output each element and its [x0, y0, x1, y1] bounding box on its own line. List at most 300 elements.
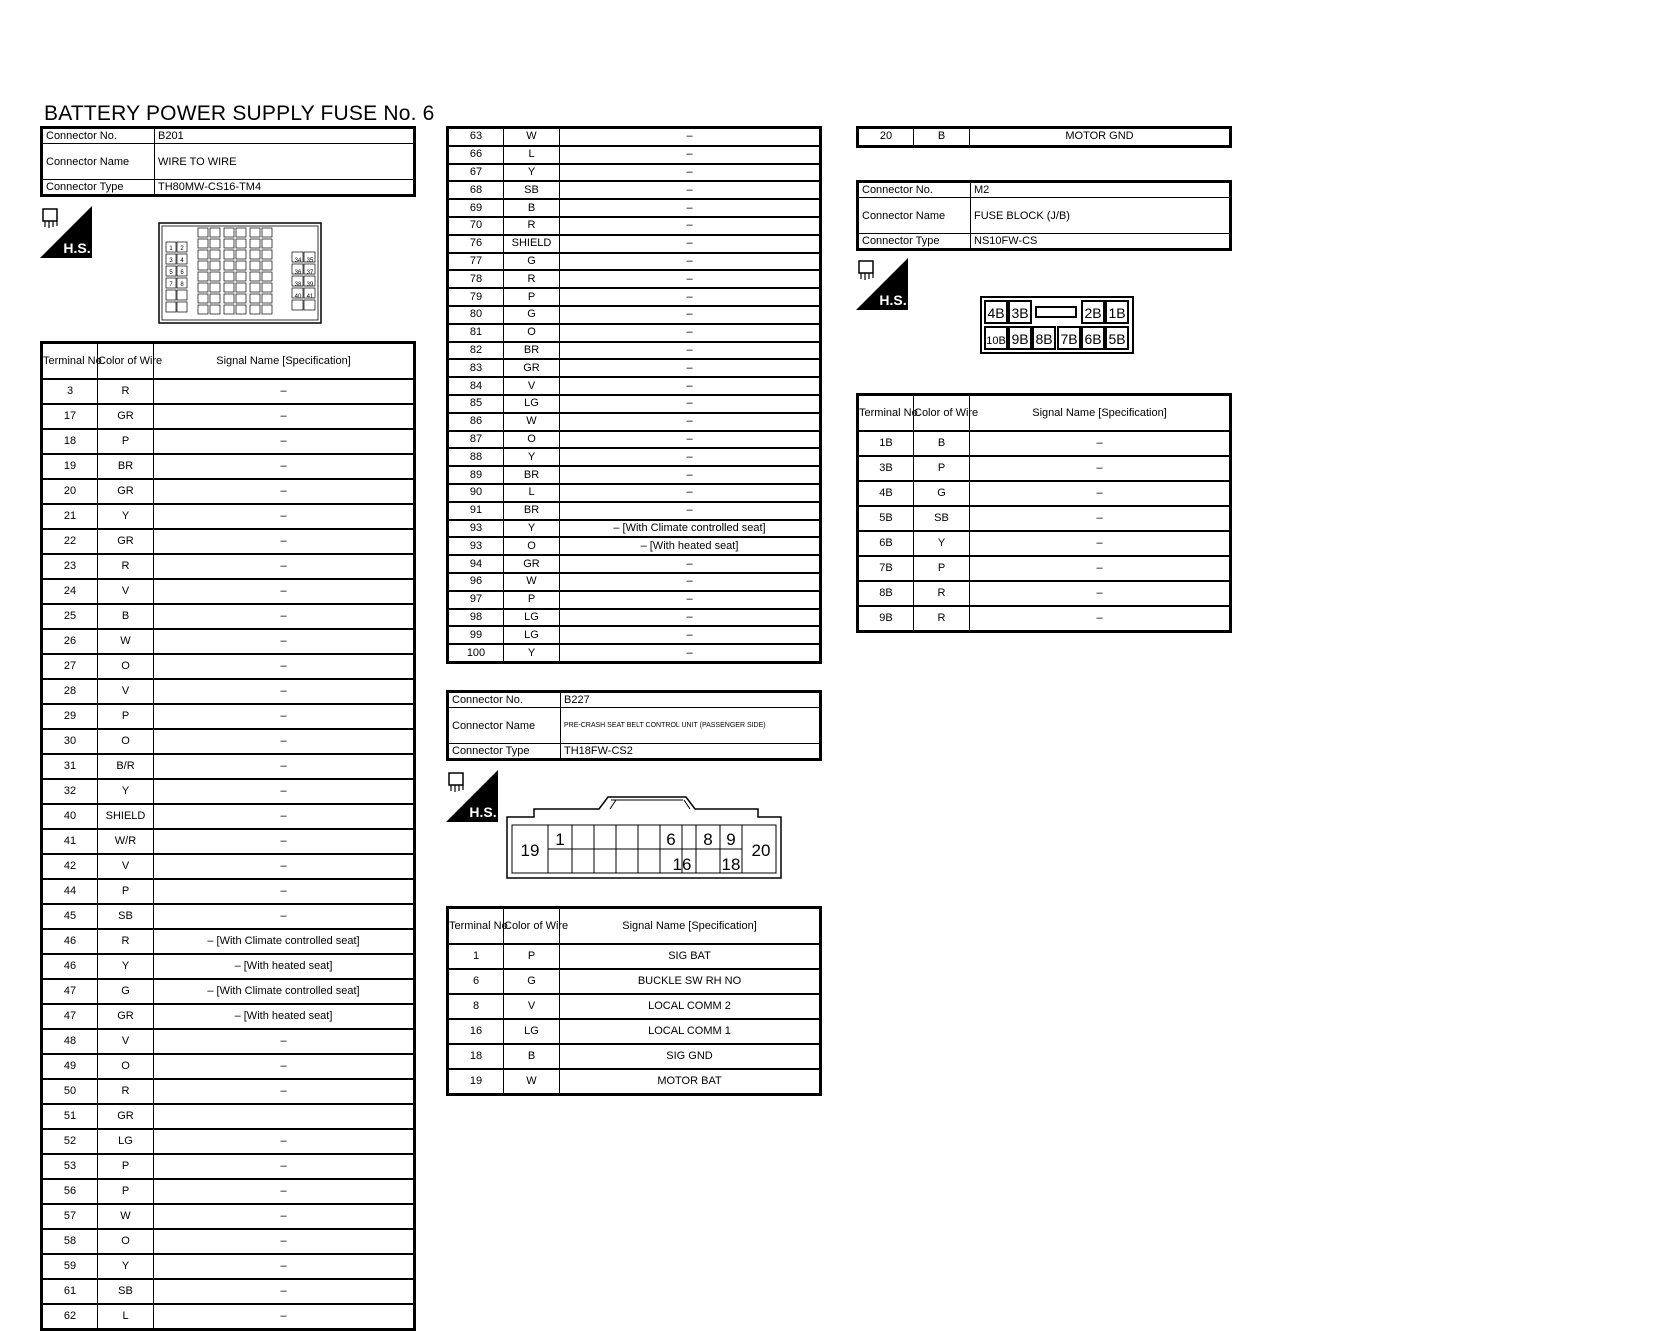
b227-connector-name: PRE-CRASH SEAT BELT CONTROL UNIT (PASSENGER SIDE): [561, 708, 821, 744]
wire-color-cell: GR: [504, 359, 560, 377]
table-row: [448, 626, 821, 644]
pin-cavity: [210, 272, 220, 281]
terminal-no-cell: 56: [42, 1179, 98, 1204]
m2-connector-no: M2: [971, 182, 1231, 198]
terminal-no-cell: 86: [448, 413, 504, 431]
wire-color-cell: R: [98, 554, 154, 579]
terminal-no-cell: 46: [42, 929, 98, 954]
signal-name-cell: –: [154, 404, 415, 429]
signal-name-cell: –: [560, 342, 821, 360]
wire-color-cell: R: [504, 270, 560, 288]
table-row: [448, 484, 821, 502]
connector-no-label: Connector No.: [448, 692, 561, 708]
pin-label: 7: [169, 282, 173, 288]
table-row: [448, 253, 821, 271]
terminal-no-cell: 19: [42, 454, 98, 479]
pin-label: 34: [294, 258, 302, 264]
pin-cavity: [210, 283, 220, 292]
pin-cavity: [262, 305, 272, 314]
wire-color-cell: Y: [504, 520, 560, 538]
pin-label: 36: [294, 270, 302, 276]
pin-cavity: [250, 272, 260, 281]
signal-name-cell: –: [970, 456, 1231, 481]
hs-label: H.S.: [469, 804, 497, 820]
terminal-no-cell: 61: [42, 1279, 98, 1304]
pin-cavity: [198, 272, 208, 281]
terminal-no-cell: 84: [448, 377, 504, 395]
table-row: [448, 1069, 821, 1095]
wire-color-cell: R: [98, 1079, 154, 1104]
wire-color-cell: Y: [98, 1254, 154, 1279]
terminal-no-cell: 50: [42, 1079, 98, 1104]
connector-name-label: Connector Name: [448, 708, 561, 744]
table-row: [448, 1019, 821, 1044]
wire-color-cell: B: [504, 199, 560, 217]
pin-cavity: [198, 261, 208, 270]
m2-connector-type: NS10FW-CS: [971, 234, 1231, 250]
table-row: [448, 520, 821, 538]
wire-color-cell: GR: [98, 1004, 154, 1029]
pin-cavity: [250, 228, 260, 237]
signal-name-cell: –: [560, 377, 821, 395]
signal-name-cell: –: [560, 448, 821, 466]
m2-connector-diagram: [980, 296, 1134, 354]
connector-name-label: Connector Name: [858, 198, 971, 234]
signal-name-cell: –: [560, 626, 821, 644]
table-row: [42, 1079, 415, 1104]
wire-color-cell: R: [914, 606, 970, 632]
wire-color-cell: W: [98, 629, 154, 654]
wire-color-cell: V: [98, 679, 154, 704]
signal-name-cell: –: [154, 1154, 415, 1179]
signal-name-cell: SIG BAT: [560, 944, 821, 969]
terminal-no-cell: 29: [42, 704, 98, 729]
terminal-no-cell: 63: [448, 128, 504, 146]
terminal-no-cell: 99: [448, 626, 504, 644]
terminal-no-cell: 8: [448, 994, 504, 1019]
wire-color-cell: L: [504, 484, 560, 502]
wire-color-cell: W: [504, 573, 560, 591]
wire-color-cell: P: [98, 879, 154, 904]
terminal-no-cell: 87: [448, 431, 504, 449]
wire-color-cell: R: [914, 581, 970, 606]
table-row: [42, 454, 415, 479]
signal-name-cell: –: [560, 466, 821, 484]
table-row: [448, 128, 821, 146]
table-row: [42, 829, 415, 854]
terminal-no-cell: 46: [42, 954, 98, 979]
pin-cavity: [236, 239, 246, 248]
signal-name-cell: –: [560, 146, 821, 164]
hs-badge-icon: [40, 206, 92, 258]
wire-color-cell: BR: [504, 466, 560, 484]
connector-type-label: Connector Type: [858, 234, 971, 250]
terminal-no-cell: 28: [42, 679, 98, 704]
wire-color-cell: O: [504, 324, 560, 342]
signal-name-cell: –: [154, 629, 415, 654]
pin-label: 18: [721, 855, 741, 874]
pin-cavity: [304, 300, 315, 310]
table-row: [448, 181, 821, 199]
wire-color-cell: B: [504, 1044, 560, 1069]
signal-name-cell: –: [560, 395, 821, 413]
pin-label: 37: [306, 270, 314, 276]
wire-color-cell: BR: [504, 342, 560, 360]
table-row: [42, 1304, 415, 1330]
terminal-no-cell: 90: [448, 484, 504, 502]
terminal-no-cell: 20: [42, 479, 98, 504]
pin-cavity: [224, 294, 234, 303]
wire-color-cell: V: [98, 854, 154, 879]
table-row: [42, 579, 415, 604]
signal-name-cell: –: [560, 591, 821, 609]
wire-color-cell: B: [914, 128, 970, 147]
terminal-no-cell: 6: [448, 969, 504, 994]
pin-label: 16: [672, 855, 692, 874]
signal-name-cell: –: [154, 854, 415, 879]
pin-cavity: [198, 294, 208, 303]
table-row: [42, 1279, 415, 1304]
terminal-no-cell: 1B: [858, 431, 914, 456]
signal-name-cell: MOTOR BAT: [560, 1069, 821, 1095]
wire-color-cell: R: [98, 929, 154, 954]
terminal-no-cell: 93: [448, 520, 504, 538]
pin-cavity: [177, 302, 187, 312]
terminal-no-cell: 93: [448, 537, 504, 555]
terminal-no-cell: 82: [448, 342, 504, 360]
signal-name-cell: –: [154, 579, 415, 604]
wire-color-cell: P: [914, 456, 970, 481]
wire-color-cell: Y: [504, 448, 560, 466]
signal-name-cell: –: [154, 504, 415, 529]
wire-color-cell: L: [98, 1304, 154, 1330]
table-row: [448, 994, 821, 1019]
table-row: [448, 306, 821, 324]
pin-cavity: [262, 228, 272, 237]
signal-name-cell: –: [154, 654, 415, 679]
pin-cavity: [177, 290, 187, 300]
table-row: [448, 431, 821, 449]
wire-color-cell: V: [98, 1029, 154, 1054]
pin-label: 10B: [986, 335, 1006, 347]
pin-cavity: [224, 228, 234, 237]
table-row: [42, 1204, 415, 1229]
pin-label: 9B: [1011, 331, 1029, 347]
terminal-no-cell: 24: [42, 579, 98, 604]
table-row: [42, 529, 415, 554]
table-row: [42, 1229, 415, 1254]
table-row: [448, 324, 821, 342]
b201-info-table: [40, 126, 416, 197]
signal-name-cell: –: [560, 270, 821, 288]
wire-color-cell: Y: [504, 644, 560, 662]
b201-connector-name: WIRE TO WIRE: [155, 144, 415, 180]
wire-color-cell: B: [98, 604, 154, 629]
signal-name-cell: –: [154, 1079, 415, 1104]
wire-color-cell: LG: [504, 609, 560, 627]
signal-name-cell: – [With Climate controlled seat]: [154, 929, 415, 954]
pin-cavity: [262, 283, 272, 292]
pin-cavity: [236, 261, 246, 270]
signal-name-cell: –: [560, 128, 821, 146]
wire-color-cell: W/R: [98, 829, 154, 854]
table-row: [448, 969, 821, 994]
wire-color-cell: Y: [914, 531, 970, 556]
terminal-no-cell: 79: [448, 288, 504, 306]
table-row: [42, 479, 415, 504]
b201-connector-no: B201: [155, 128, 415, 144]
signal-name-cell: –: [154, 779, 415, 804]
wire-color-cell: SHIELD: [504, 235, 560, 253]
table-row: [448, 555, 821, 573]
pin-label: 35: [306, 258, 314, 264]
table-row: [42, 754, 415, 779]
signal-name-cell: – [With Climate controlled seat]: [154, 979, 415, 1004]
wire-color-cell: SB: [98, 904, 154, 929]
table-row: [448, 270, 821, 288]
pin-label: 3: [169, 258, 173, 264]
pin-label: 8: [703, 830, 713, 849]
table-row: [42, 1054, 415, 1079]
wire-color-cell: G: [504, 969, 560, 994]
pin-label: 39: [306, 282, 314, 288]
terminal-no-cell: 66: [448, 146, 504, 164]
signal-name-cell: –: [560, 555, 821, 573]
wire-color-cell: GR: [98, 479, 154, 504]
pin-cavity: [250, 294, 260, 303]
wire-color-cell: P: [98, 1179, 154, 1204]
terminal-no-cell: 7B: [858, 556, 914, 581]
table-row: [448, 395, 821, 413]
pin-cavity: [210, 250, 220, 259]
hs-label: H.S.: [63, 240, 91, 256]
pin-cavity: [210, 305, 220, 314]
signal-name-cell: –: [154, 729, 415, 754]
table-row: [448, 217, 821, 235]
wire-color-cell: G: [914, 481, 970, 506]
pin-cavity: [236, 272, 246, 281]
terminal-no-cell: 89: [448, 466, 504, 484]
signal-name-cell: –: [970, 481, 1231, 506]
b201-connector-diagram: [158, 222, 322, 324]
pin-cavity: [166, 290, 176, 300]
color-of-wire-header: Color of Wire: [914, 395, 970, 432]
wire-color-cell: SHIELD: [98, 804, 154, 829]
pin-cavity: [210, 261, 220, 270]
wire-color-cell: B: [914, 431, 970, 456]
signal-name-cell: MOTOR GND: [970, 128, 1231, 147]
signal-name-cell: –: [154, 429, 415, 454]
table-row: [42, 954, 415, 979]
connector-name-label: Connector Name: [42, 144, 155, 180]
signal-name-cell: –: [154, 1204, 415, 1229]
table-row: [42, 1104, 415, 1129]
signal-name-cell: –: [154, 829, 415, 854]
wire-color-cell: W: [504, 1069, 560, 1095]
wire-color-cell: B/R: [98, 754, 154, 779]
table-row: [42, 554, 415, 579]
signal-name-cell: –: [154, 879, 415, 904]
table-row: [858, 506, 1231, 531]
wire-color-cell: G: [504, 253, 560, 271]
pin-label: 2B: [1084, 305, 1102, 321]
terminal-no-cell: 40: [42, 804, 98, 829]
wire-color-cell: O: [98, 654, 154, 679]
terminal-no-cell: 80: [448, 306, 504, 324]
table-row: [858, 556, 1231, 581]
terminal-no-cell: 5B: [858, 506, 914, 531]
pin-cavity: [236, 283, 246, 292]
pin-label: 40: [294, 294, 302, 300]
pin-label: 4B: [987, 305, 1005, 321]
pin-label: 7B: [1060, 331, 1078, 347]
pin-cavity: [224, 261, 234, 270]
wire-color-cell: GR: [98, 404, 154, 429]
wire-color-cell: O: [98, 729, 154, 754]
table-row: [858, 431, 1231, 456]
terminal-no-cell: 19: [448, 1069, 504, 1095]
signal-name-cell: –: [560, 324, 821, 342]
b227-connector-no: B227: [561, 692, 821, 708]
wire-color-cell: V: [504, 994, 560, 1019]
table-row: [42, 654, 415, 679]
signal-name-cell: LOCAL COMM 2: [560, 994, 821, 1019]
signal-name-cell: LOCAL COMM 1: [560, 1019, 821, 1044]
pin-cavity: [224, 283, 234, 292]
signal-name-cell: – [With heated seat]: [560, 537, 821, 555]
signal-name-cell: –: [970, 531, 1231, 556]
signal-name-header: Signal Name [Specification]: [154, 343, 415, 380]
pin-label: 3B: [1011, 305, 1029, 321]
terminal-no-cell: 57: [42, 1204, 98, 1229]
terminal-no-cell: 21: [42, 504, 98, 529]
table-row: [858, 456, 1231, 481]
signal-name-cell: –: [560, 217, 821, 235]
pin-label: 1: [169, 246, 173, 252]
wire-color-cell: W: [504, 413, 560, 431]
terminal-no-cell: 53: [42, 1154, 98, 1179]
table-row: [448, 342, 821, 360]
pin-cavity: [166, 302, 176, 312]
pin-label: 5: [169, 270, 173, 276]
pin-label: 38: [294, 282, 302, 288]
pin-cavity: [224, 239, 234, 248]
terminal-no-cell: 42: [42, 854, 98, 879]
signal-name-cell: [154, 1104, 415, 1129]
wire-color-cell: P: [914, 556, 970, 581]
terminal-no-cell: 16: [448, 1019, 504, 1044]
connector-type-label: Connector Type: [448, 744, 561, 760]
terminal-no-cell: 48: [42, 1029, 98, 1054]
wire-color-cell: G: [504, 306, 560, 324]
terminal-no-cell: 26: [42, 629, 98, 654]
signal-name-header: Signal Name [Specification]: [970, 395, 1231, 432]
terminal-no-cell: 49: [42, 1054, 98, 1079]
terminal-no-cell: 8B: [858, 581, 914, 606]
signal-name-cell: –: [970, 581, 1231, 606]
wire-color-cell: O: [98, 1229, 154, 1254]
terminal-no-cell: 6B: [858, 531, 914, 556]
signal-name-cell: –: [560, 164, 821, 182]
pin-cavity: [236, 294, 246, 303]
pin-cavity: [224, 250, 234, 259]
terminal-no-cell: 51: [42, 1104, 98, 1129]
pin-label: 6: [666, 830, 676, 849]
terminal-no-cell: 18: [448, 1044, 504, 1069]
wire-color-cell: P: [504, 288, 560, 306]
color-of-wire-header: Color of Wire: [98, 343, 154, 380]
pin-label: 2: [180, 246, 184, 252]
signal-name-cell: –: [154, 754, 415, 779]
terminal-no-cell: 32: [42, 779, 98, 804]
wire-color-cell: P: [98, 1154, 154, 1179]
b201-connector-type: TH80MW-CS16-TM4: [155, 180, 415, 196]
table-row: [42, 1004, 415, 1029]
terminal-no-cell: 47: [42, 979, 98, 1004]
terminal-no-cell: 85: [448, 395, 504, 413]
table-row: [858, 481, 1231, 506]
signal-name-cell: –: [154, 379, 415, 404]
table-row: [448, 591, 821, 609]
b227-connector-diagram: [506, 795, 782, 879]
signal-name-cell: –: [154, 604, 415, 629]
terminal-no-cell: 1: [448, 944, 504, 969]
wire-color-cell: GR: [98, 529, 154, 554]
pin-cavity: [236, 228, 246, 237]
signal-name-cell: –: [154, 554, 415, 579]
table-row: [42, 804, 415, 829]
terminal-no-cell: 52: [42, 1129, 98, 1154]
wire-color-cell: LG: [98, 1129, 154, 1154]
b227-info-table: [446, 690, 822, 761]
wire-color-cell: P: [98, 429, 154, 454]
table-row: [448, 466, 821, 484]
color-of-wire-header: Color of Wire: [504, 908, 560, 945]
signal-name-cell: SIG GND: [560, 1044, 821, 1069]
pin-label: 41: [306, 294, 314, 300]
terminal-no-cell: 81: [448, 324, 504, 342]
terminal-no-cell: 77: [448, 253, 504, 271]
signal-name-cell: –: [560, 484, 821, 502]
terminal-no-cell: 68: [448, 181, 504, 199]
pin-cavity: [262, 272, 272, 281]
pin-label: 8B: [1035, 331, 1053, 347]
table-row: [42, 404, 415, 429]
signal-name-cell: –: [154, 1279, 415, 1304]
signal-name-cell: –: [154, 479, 415, 504]
table-row: [42, 679, 415, 704]
signal-name-cell: –: [970, 606, 1231, 632]
table-row: [448, 537, 821, 555]
table-row: [42, 854, 415, 879]
pin-label: 5B: [1108, 331, 1126, 347]
table-row: [42, 379, 415, 404]
wire-color-cell: O: [504, 537, 560, 555]
pin-cavity: [236, 250, 246, 259]
terminal-no-cell: 44: [42, 879, 98, 904]
wire-color-cell: SB: [914, 506, 970, 531]
b201-terminal-table: [40, 341, 416, 1331]
pin-cavity: [250, 239, 260, 248]
pin-cavity: [236, 305, 246, 314]
terminal-no-cell: 96: [448, 573, 504, 591]
table-row: [448, 146, 821, 164]
table-row: [448, 502, 821, 520]
connector-no-label: Connector No.: [42, 128, 155, 144]
signal-name-cell: –: [560, 431, 821, 449]
signal-name-cell: –: [154, 1229, 415, 1254]
signal-name-cell: –: [154, 1129, 415, 1154]
